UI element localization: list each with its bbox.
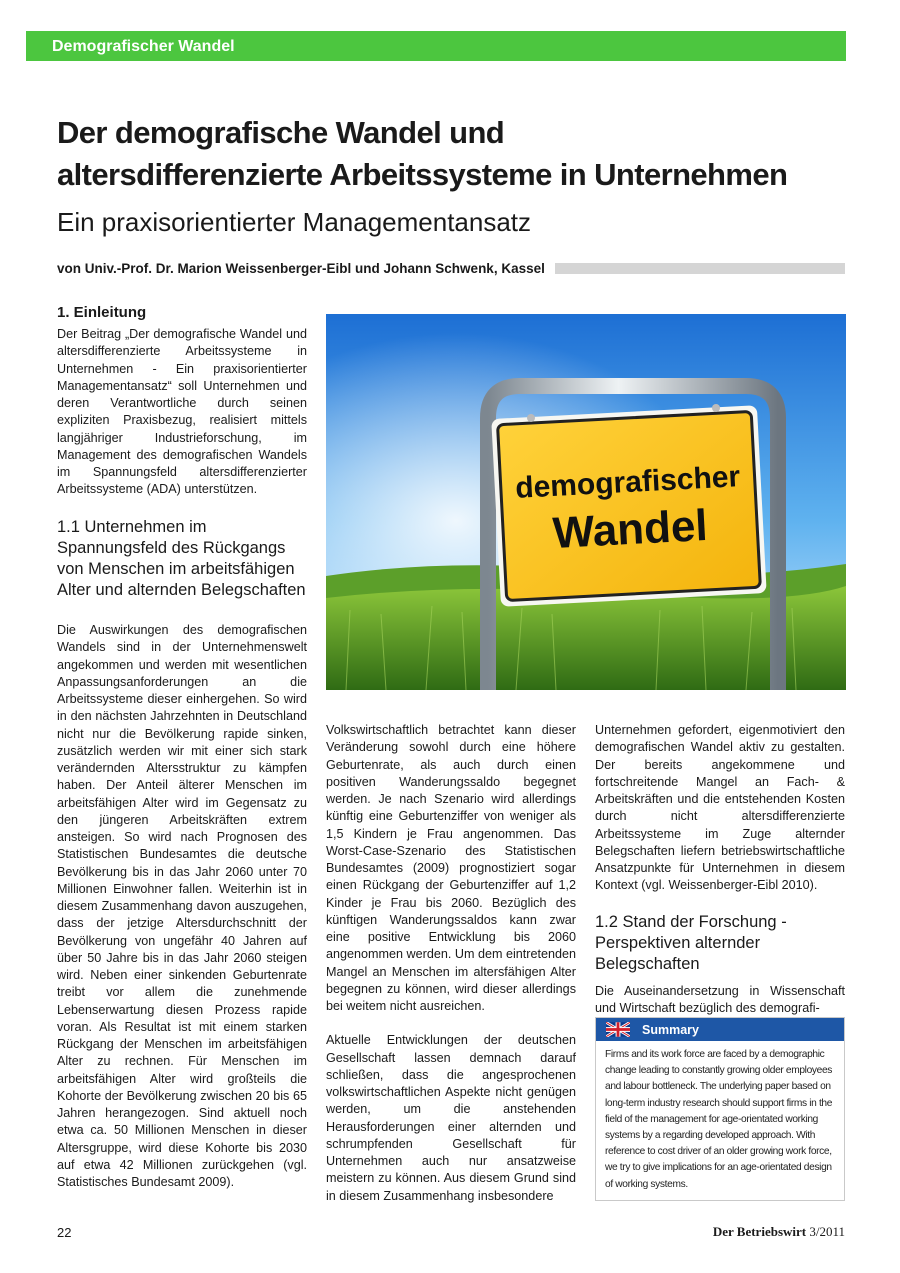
section-1-text: Der Beitrag „Der demografische Wandel und altersdifferenzierte Arbeitssysteme in Unternehmen - Ein praxisorientierter Managementansatz“ soll Unternehmen und deren Verantwortliche durch seinen expliziten Praxisbezug, realisiert mittels langjähriger Industrieforschung, im Management des demografischen Wandels im Spannungsfeld altersdifferenzierter Arbeitssysteme (ADA) unterstützen. [57, 327, 307, 497]
section-1-1 [57, 517, 307, 1191]
byline: von Univ.-Prof. Dr. Marion Weissenberger-Eibl und Johann Schwenk, Kassel [57, 260, 545, 276]
section-1-1-text: Die Auswirkungen des demografischen Wandels sind in der Unternehmenswelt angekommen und werden mit wesentlichen Anpassungsanforderungen an die Arbeitssysteme dieser einhergehen. So wird in den nächsten Jahrzehnten in Deutschland nicht nur die Bevölkerung rapide sinken, zusätzlich werden wir mit einer sich stark verändernden Altersstruktur zu kämpfen haben. Der Anteil älterer Menschen im arbeitsfähigen Alter wird im Gegensatz zu den jüngeren Arbeitskräften extrem ansteigen. So wird nach Prognosen des Statistischen Bundesamtes die deutsche Bevölkerung bis in das Jahr 2060 unter 70 Millionen Einwohner fallen. Weiterhin ist in diesem Zusammenhang davon auszugehen, dass der jetzige Altersdurchschnitt der Bevölkerung von ungefähr 40 Jahren auf über 50 Jahre bis in das Jahr 2060 steigen wird. Neben einer sinkenden Geburtenrate treibt vor allem die zunehmende Lebenserwartung diesen Prozess rapide voran. Als Resultat ist mit einem starken Rückgang der Menschen im arbeitsfähigen Alter zu rechnen. Für Menschen im arbeitsfähigen Alter wird großteils die Kohorte der Bevölkerung zwischen 20 bis 65 Jahren herangezogen. Sind aktuell noch etwa ca. 50 Millionen Menschen in dieser Altersgruppe, wird diese Kohorte bis 2030 auf etwa 42 Millionen zurückgehen (vgl. Statistisches Bundesamt 2009). [57, 623, 307, 1189]
issue-number: 3/2011 [809, 1224, 845, 1239]
summary-header [596, 1018, 844, 1041]
summary-box [595, 1017, 845, 1201]
town-sign-illustration [326, 314, 846, 690]
section-label: Demografischer Wandel [52, 38, 235, 55]
section-1-2-heading: 1.2 Stand der Forschung - Perspektiven alternder Belegschaften [595, 912, 787, 973]
article-title [57, 112, 857, 196]
column-3-para-2: Die Auseinandersetzung in Wissenschaft und Wirtschaft bezüglich des demografi- [595, 983, 845, 1015]
sign-text-line-1: demografischer [514, 460, 741, 505]
article-subtitle: Ein praxisorientierter Managementansatz [57, 207, 532, 237]
sign-photo [326, 314, 846, 690]
summary-label: Summary [642, 1022, 699, 1037]
section-1-heading: 1. Einleitung [57, 304, 147, 321]
column-2-para-1: Volkswirtschaftlich betrachtet kann dieser Veränderung sowohl durch eine höhere Geburtenrate, als auch durch einen positiven Wanderungssaldo begegnet werden. Je nach Szenario wird allerdings künftig eine Geburtenziffer von weniger als 1,5 Kindern je Frau angenommen. Das Worst-Case-Szenario des Statistischen Bundesamtes (2009) prognostiziert sogar einen Rückgang der Geburtenziffer auf 1,2 Kinder je Frau bis 2060. Bezüglich des künftigen Wanderungssaldos kann zwar eine positive Entwicklung bis 2060 angenommen werden. Um dem eintretenden Mangel an Menschen im altersfähigen Alter begegnen zu können, wird dieser allerdings bei weitem nicht ausreichen. [326, 723, 576, 1013]
summary-text: Firms and its work force are faced by a demographic change leading to constantly growing older employees and labour bottleneck. The underlying paper based on long-term industry research should support firms in the field of the management for age-orientated working systems by a regarding developed approach. With reference to cost driver of an older growing work force, we try to give implications for an age-orientated design of working systems. [605, 1049, 833, 1190]
section-1-1-heading: 1.1 Unternehmen im Spannungsfeld des Rückgangs von Menschen im arbeitsfähigen Alter und alternden Belegschaften [57, 518, 306, 599]
section-1 [57, 304, 307, 499]
page-number: 22 [57, 1225, 72, 1240]
byline-row [57, 258, 845, 278]
column-3-para-1: Unternehmen gefordert, eigenmotiviert den demografischen Wandel aktiv zu gestalten. Der bereits angekommene und fortschreitende Mangel an Fach- & Arbeitskräften und die entstehenden Kosten durch nicht altersdifferenzierte Arbeitssysteme im Zuge alternder Belegschaften liefern betriebswirtschaftliche Ansatzpunkte für Unternehmen in diesem Kontext (vgl. Weissenberger-Eibl 2010). [595, 723, 845, 893]
section-banner [26, 31, 846, 61]
title-line-2: altersdifferenzierte Arbeitssysteme in Unternehmen [57, 157, 788, 192]
magazine-name: Der Betriebswirt [712, 1224, 807, 1239]
sign-text-line-2: Wandel [551, 500, 709, 558]
column-3 [595, 722, 845, 1017]
title-line-1: Der demografische Wandel und [57, 115, 505, 150]
uk-flag-icon [606, 1022, 630, 1037]
column-2 [326, 722, 576, 1205]
byline-rule [555, 263, 845, 274]
column-2-para-2: Aktuelle Entwicklungen der deutschen Gesellschaft lassen demnach darauf schließen, dass die angesprochenen volkswirtschaftlichen Aspekte nicht genügen werden, um die anstehenden Herausforderungen einer alternden und schrumpfenden Gesellschaft für Unternehmen auch nur ansatzweise meistern zu können. Aus diesem Grund sind in diesem Zusammenhang insbesondere [326, 1033, 576, 1203]
magazine-footer [600, 1224, 845, 1240]
